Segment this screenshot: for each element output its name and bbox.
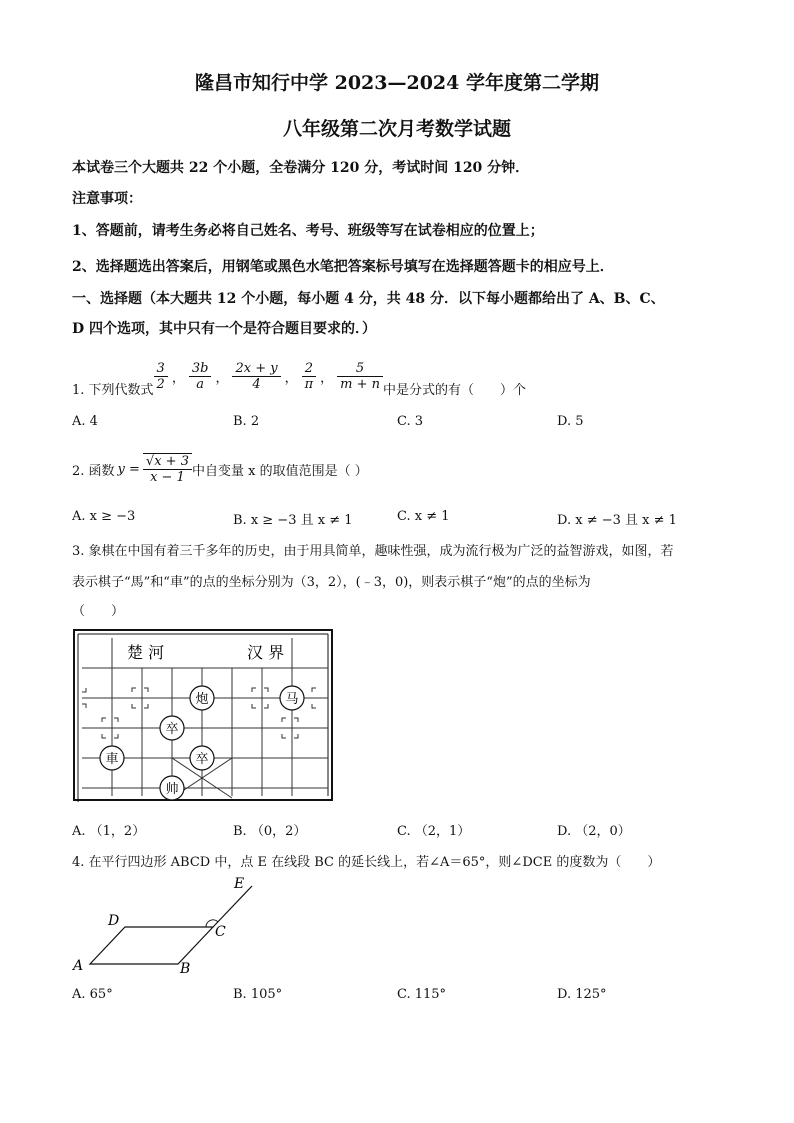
q4-option-a[interactable]: A. 65° — [72, 987, 113, 1002]
q1-option-d[interactable]: D. 5 — [557, 414, 584, 429]
river-label-left: 楚 河 — [127, 643, 165, 662]
parallelogram-abcd — [90, 927, 213, 964]
q2-prefix: 2. 函数 — [72, 463, 115, 479]
svg-text:車: 車 — [105, 752, 119, 767]
q1-fraction: $\frac{3}{2}$ — [154, 361, 168, 392]
question-2 — [72, 447, 368, 491]
q2-option-d[interactable]: D. x ≠ −3 且 x ≠ 1 — [557, 513, 677, 528]
river-label-right: 汉 界 — [247, 643, 285, 662]
q1-fraction: $\frac{3b}{a}$ — [189, 361, 212, 392]
q3-option-d[interactable]: D. （2，0） — [557, 824, 631, 839]
point-label-b: B — [180, 961, 191, 977]
q3-option-b[interactable]: B. （0，2） — [233, 824, 307, 839]
q1-option-a[interactable]: A. 4 — [72, 414, 98, 429]
q4-text: 4. 在平行四边形 ABCD 中，点 E 在线段 BC 的延长线上，若∠A＝65°，则∠DCE 的度数为（ ） — [72, 855, 661, 870]
board-border — [74, 630, 332, 800]
chess-board-figure — [72, 628, 338, 806]
q2-suffix: 中自变量 x 的取值范围是（ ） — [191, 463, 368, 479]
q2-func-lhs: y = — [117, 461, 140, 477]
q1-option-c[interactable]: C. 3 — [397, 414, 424, 429]
q2-option-b[interactable]: B. x ≥ −3 且 x ≠ 1 — [233, 513, 353, 528]
q2-option-a[interactable]: A. x ≥ −3 — [72, 509, 136, 524]
point-label-e: E — [234, 876, 245, 892]
q1-fraction: $\frac{5}{m + n}$ — [337, 361, 383, 392]
svg-text:马: 马 — [285, 692, 299, 707]
point-label-d: D — [108, 913, 120, 929]
q1-fraction: $\frac{2}{\pi}$ — [302, 361, 317, 392]
section1-heading-line2: D 四个选项，其中只有一个是符合题目要求的．） — [72, 321, 377, 337]
exam-title-line2: 八年级第二次月考数学试题 — [282, 118, 511, 140]
q3-option-c[interactable]: C. （2，1） — [397, 824, 471, 839]
section1-heading-line1: 一、选择题（本大题共 12 个小题，每小题 4 分，共 48 分．以下每小题都给出了 A、B、C、 — [72, 291, 665, 307]
q2-fraction: $\frac{√x + 3}{x - 1}$ — [143, 453, 192, 485]
svg-text:卒: 卒 — [195, 752, 209, 767]
q3-text-line2: 表示棋子“馬”和“車”的点的坐标分别为（3，2），(﹣3，0)，则表示棋子“炮”的点的坐标为 — [72, 575, 591, 590]
q3-text-line1: 3. 象棋在中国有着三千多年的历史，由于用具简单，趣味性强，成为流行极为广泛的益智游戏，如图，若 — [72, 544, 674, 559]
question-1: 1. 下列代数式 $\frac{3}{2}$ ， $\frac{3b}{a}$ ， $\frac{2x + y}{4}$ ， $\frac{2}{\pi}$ ， $\frac{5}{m + n}$ 中是分式的有（ ）个 — [72, 360, 527, 398]
svg-text:帅: 帅 — [165, 782, 179, 797]
exam-title-line1: 隆昌市知行中学 2023—2024 学年度第二学期 — [195, 72, 599, 94]
chess-piece — [190, 746, 214, 770]
point-label-c: C — [215, 924, 226, 940]
q4-option-c[interactable]: C. 115° — [397, 987, 447, 1002]
q4-option-d[interactable]: D. 125° — [557, 987, 607, 1002]
q1-suffix: 中是分式的有（ ）个 — [383, 382, 527, 398]
q3-text-line3: （ ） — [72, 604, 125, 619]
notice-item-1: 1、答题前，请考生务必将自己姓名、考号、班级等写在试卷相应的位置上； — [72, 223, 544, 239]
board-grid — [82, 638, 328, 798]
notice-heading: 注意事项： — [72, 191, 142, 207]
chess-piece — [160, 716, 184, 740]
svg-text:炮: 炮 — [195, 692, 209, 707]
q2-option-c[interactable]: C. x ≠ 1 — [397, 509, 450, 524]
q1-fraction: $\frac{2x + y}{4}$ — [232, 361, 280, 392]
chess-piece — [280, 686, 304, 710]
q4-option-b[interactable]: B. 105° — [233, 987, 283, 1002]
chess-piece — [160, 776, 184, 800]
q1-option-b[interactable]: B. 2 — [233, 414, 260, 429]
notice-item-2: 2、选择题选出答案后，用钢笔或黑色水笔把答案标号填写在选择题答题卡的相应号上． — [72, 259, 614, 275]
parallelogram-figure — [68, 872, 268, 980]
chess-piece — [190, 686, 214, 710]
exam-summary: 本试卷三个大题共 22 个小题，全卷满分 120 分，考试时间 120 分钟． — [72, 160, 530, 176]
point-label-a: A — [73, 958, 84, 974]
chess-piece — [100, 746, 124, 770]
line-ce — [213, 886, 252, 927]
svg-text:卒: 卒 — [165, 722, 179, 737]
q3-option-a[interactable]: A. （1，2） — [72, 824, 146, 839]
q1-prefix: 1. 下列代数式 — [72, 382, 154, 398]
